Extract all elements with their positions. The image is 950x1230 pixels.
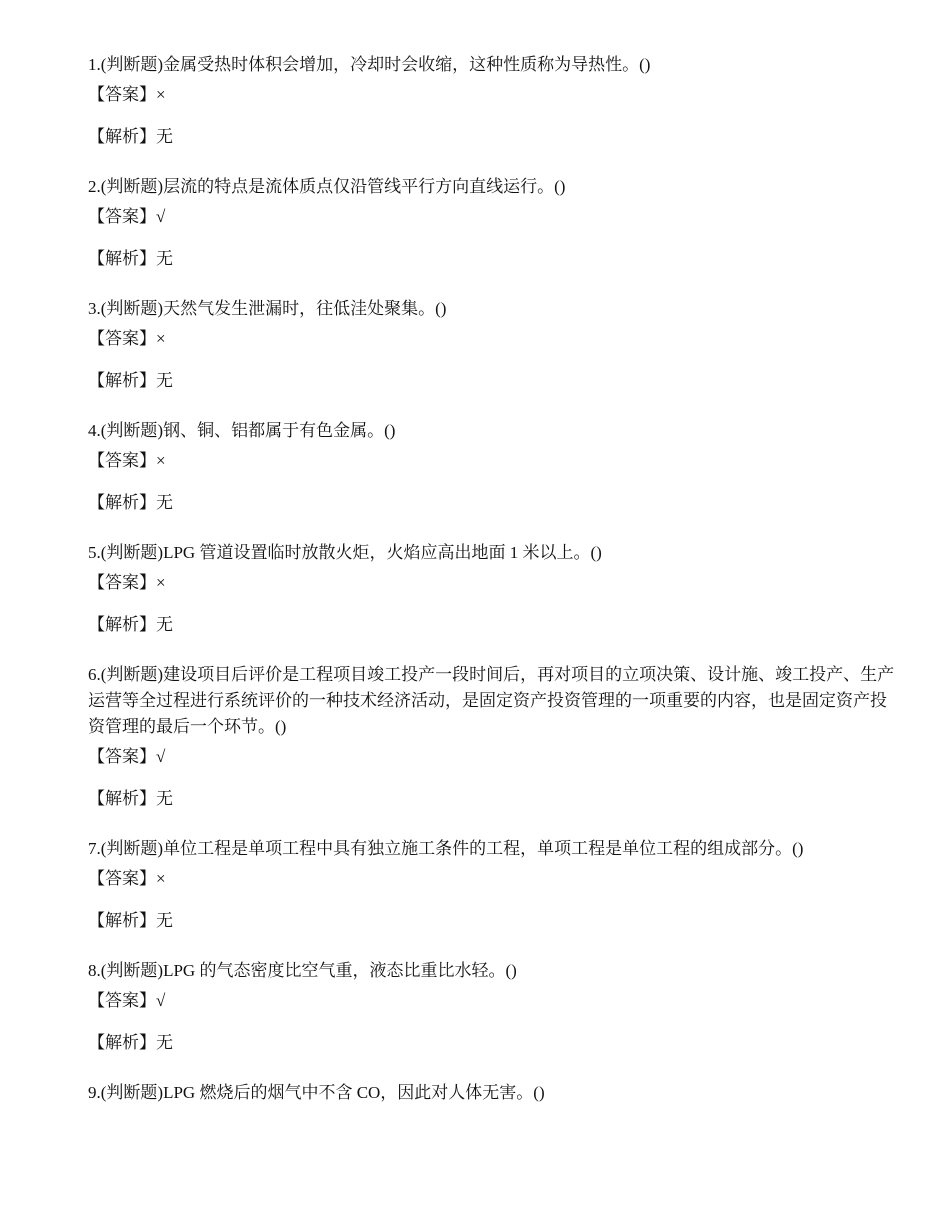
answer-label: 【答案】: [88, 747, 156, 766]
question-body: 钢、铜、铝都属于有色金属。(): [163, 421, 396, 440]
analysis-value: 无: [156, 249, 173, 268]
question-body: 金属受热时体积会增加，冷却时会收缩，这种性质称为导热性。(): [163, 55, 651, 74]
analysis-label: 【解析】: [88, 493, 156, 512]
analysis-line: [88, 786, 903, 812]
question-type: (判断题): [100, 665, 164, 684]
question-number: 8.: [88, 961, 101, 980]
analysis-label: 【解析】: [88, 615, 156, 634]
answer-label: 【答案】: [88, 573, 156, 592]
answer-value: ×: [156, 85, 166, 104]
answer-label: 【答案】: [88, 991, 156, 1010]
analysis-value: 无: [156, 493, 173, 512]
question-type: (判断题): [100, 1083, 164, 1102]
analysis-value: 无: [156, 615, 173, 634]
analysis-line: [88, 1030, 903, 1056]
answer-line: [88, 570, 903, 596]
analysis-line: [88, 246, 903, 272]
answer-value: ×: [156, 869, 166, 888]
analysis-value: 无: [156, 127, 173, 146]
question-type: (判断题): [100, 299, 164, 318]
answer-label: 【答案】: [88, 451, 156, 470]
answer-line: [88, 326, 903, 352]
analysis-label: 【解析】: [88, 1033, 156, 1052]
question-number: 6.: [88, 665, 101, 684]
answer-line: [88, 866, 903, 892]
answer-value: √: [156, 747, 166, 766]
question-text: [88, 52, 903, 78]
answer-label: 【答案】: [88, 329, 156, 348]
question-type: (判断题): [100, 961, 164, 980]
question-type: (判断题): [100, 177, 164, 196]
analysis-line: [88, 368, 903, 394]
question-type: (判断题): [100, 839, 164, 858]
analysis-value: 无: [156, 911, 173, 930]
question-item: [88, 540, 903, 638]
question-item: [88, 174, 903, 272]
question-text: [88, 836, 903, 862]
question-body: 建设项目后评价是工程项目竣工投产一段时间后，再对项目的立项决策、设计施、竣工投产、生产运营等全过程进行系统评价的一种技术经济活动，是固定资产投资管理的一项重要的内容，也是固定资产投资管理的最后一个环节。(): [88, 665, 895, 736]
answer-line: [88, 204, 903, 230]
analysis-value: 无: [156, 789, 173, 808]
analysis-line: [88, 490, 903, 516]
answer-line: [88, 988, 903, 1014]
answer-line: [88, 744, 903, 770]
answer-line: [88, 82, 903, 108]
question-item: [88, 418, 903, 516]
question-body: 单位工程是单项工程中具有独立施工条件的工程，单项工程是单位工程的组成部分。(): [163, 839, 804, 858]
analysis-line: [88, 908, 903, 934]
question-text: [88, 296, 903, 322]
question-number: 9.: [88, 1083, 101, 1102]
analysis-value: 无: [156, 371, 173, 390]
analysis-value: 无: [156, 1033, 173, 1052]
answer-value: √: [156, 207, 166, 226]
answer-line: [88, 448, 903, 474]
answer-value: √: [156, 991, 166, 1010]
analysis-label: 【解析】: [88, 127, 156, 146]
question-number: 3.: [88, 299, 101, 318]
question-type: (判断题): [100, 543, 164, 562]
question-body: LPG 管道设置临时放散火炬，火焰应高出地面 1 米以上。(): [163, 543, 602, 562]
analysis-label: 【解析】: [88, 249, 156, 268]
answer-label: 【答案】: [88, 85, 156, 104]
question-text: [88, 174, 903, 200]
question-number: 7.: [88, 839, 101, 858]
question-body: 天然气发生泄漏时，往低洼处聚集。(): [163, 299, 447, 318]
question-text: [88, 540, 903, 566]
question-number: 4.: [88, 421, 101, 440]
question-number: 2.: [88, 177, 101, 196]
question-text: [88, 1080, 903, 1106]
answer-value: ×: [156, 329, 166, 348]
question-item: [88, 836, 903, 934]
answer-value: ×: [156, 573, 166, 592]
question-text: [88, 662, 903, 740]
question-type: (判断题): [100, 55, 164, 74]
question-item: [88, 52, 903, 150]
question-body: 层流的特点是流体质点仅沿管线平行方向直线运行。(): [163, 177, 566, 196]
analysis-label: 【解析】: [88, 789, 156, 808]
analysis-line: [88, 124, 903, 150]
analysis-label: 【解析】: [88, 911, 156, 930]
question-item: [88, 296, 903, 394]
question-text: [88, 958, 903, 984]
question-type: (判断题): [100, 421, 164, 440]
analysis-line: [88, 612, 903, 638]
question-number: 1.: [88, 55, 101, 74]
answer-label: 【答案】: [88, 207, 156, 226]
question-text: [88, 418, 903, 444]
answer-value: ×: [156, 451, 166, 470]
question-item: [88, 958, 903, 1056]
document-page: [88, 52, 903, 1106]
question-body: LPG 燃烧后的烟气中不含 CO，因此对人体无害。(): [163, 1083, 545, 1102]
analysis-label: 【解析】: [88, 371, 156, 390]
answer-label: 【答案】: [88, 869, 156, 888]
question-item: [88, 662, 903, 812]
question-body: LPG 的气态密度比空气重，液态比重比水轻。(): [163, 961, 517, 980]
question-item: [88, 1080, 903, 1106]
question-number: 5.: [88, 543, 101, 562]
